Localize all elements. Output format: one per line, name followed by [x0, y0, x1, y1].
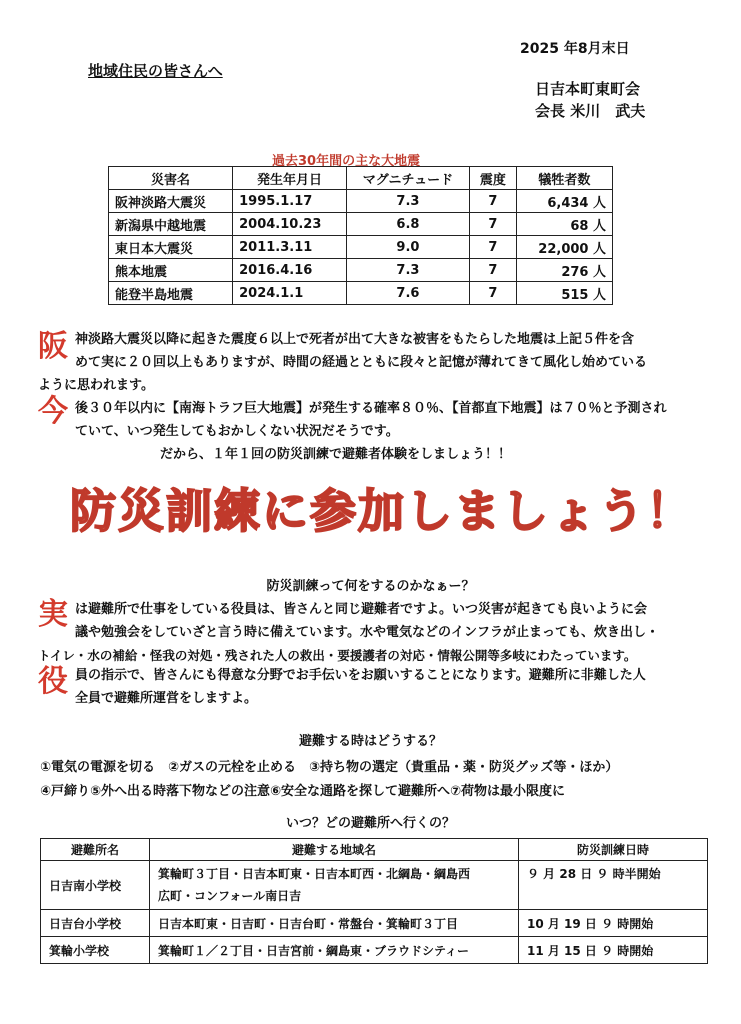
evac-question: 避難する時はどうする？ — [298, 734, 442, 749]
cell: 7.6 — [346, 282, 469, 305]
quake-table — [108, 166, 613, 305]
col-header: 防災訓練日時 — [519, 839, 708, 861]
what-question: 防災訓練って何をするのかなぁー？ — [266, 579, 475, 594]
evac-steps-line: ①電気の電源を切る ②ガスの元栓を止める ③持ち物の選定（貴重品・薬・防災グッズ等・ほか） — [40, 760, 619, 775]
cell: 1995.1.17 — [233, 190, 347, 213]
table-row — [41, 910, 708, 937]
drop-cap: 今 — [38, 394, 68, 429]
drop-cap: 阪 — [38, 329, 68, 364]
table-header-row — [109, 167, 613, 190]
what-line: 員の指示で、皆さんにも得意な分野でお手伝いをお願いすることになります。避難所に非難した人 — [75, 668, 646, 683]
intro-line: 後３０年以内に【南海トラフ巨大地震】が発生する確率８０％、【首都直下地震】は７０％と予測され — [75, 401, 667, 416]
what-line: は避難所で仕事をしている役員は、皆さんと同じ避難者ですよ。いつ災害が起きても良いように会 — [75, 602, 648, 617]
issue-date: 2025 年8月末日 — [520, 41, 630, 57]
shelter-table — [40, 838, 708, 964]
table-row — [41, 861, 708, 910]
cell: 7 — [470, 236, 517, 259]
chairperson: 会長 米川 武夫 — [535, 102, 646, 120]
drop-cap: 実 — [38, 597, 68, 632]
shelter-name: 日吉南小学校 — [41, 861, 150, 910]
cell: 2011.3.11 — [233, 236, 347, 259]
drill-date: 11 月 15 日 ９ 時開始 — [519, 937, 708, 964]
cell: 7 — [470, 213, 517, 236]
cell: 6.8 — [346, 213, 469, 236]
headline: 防災訓練に参加しましょう！ — [70, 484, 694, 538]
cell: 7.3 — [346, 259, 469, 282]
addressee: 地域住民の皆さんへ — [88, 62, 223, 80]
cell: 能登半島地震 — [109, 282, 233, 305]
cell: 22,000 人 — [516, 236, 612, 259]
shelter-area: 箕輪町１／２丁目・日吉宮前・綱島東・ブラウドシティー — [150, 937, 519, 964]
cell: 熊本地震 — [109, 259, 233, 282]
intro-line: めて実に２０回以上もありますが、時間の経過とともに段々と記憶が薄れてきて風化し始めている — [75, 355, 648, 370]
cell: 2024.1.1 — [233, 282, 347, 305]
col-header: 震度 — [470, 167, 517, 190]
table-row — [109, 236, 613, 259]
cell: 東日本大震災 — [109, 236, 233, 259]
organization-name: 日吉本町東町会 — [535, 80, 641, 98]
table-header-row — [41, 839, 708, 861]
evac-steps-line: ④戸締り⑤外へ出る時落下物などの注意⑥安全な通路を探して避難所へ⑦荷物は最小限度に — [40, 784, 566, 799]
what-line: 議や勉強会をしていざと言う時に備えています。水や電気などのインフラが止まっても、炊き出し・ — [75, 625, 659, 640]
shelter-area: 日吉本町東・日吉町・日吉台町・常盤台・箕輪町３丁目 — [150, 910, 519, 937]
cell: 6,434 人 — [516, 190, 612, 213]
cell: 7 — [470, 259, 517, 282]
col-header: マグニチュード — [346, 167, 469, 190]
table-row — [109, 259, 613, 282]
col-header: 発生年月日 — [233, 167, 347, 190]
cell: 276 人 — [516, 259, 612, 282]
intro-line: ていて、いつ発生してもおかしくない状況だそうです。 — [75, 424, 399, 439]
intro-line: 神淡路大震災以降に起きた震度６以上で死者が出て大きな被害をもたらした地震は上記５件を含 — [75, 332, 635, 347]
cell: 2016.4.16 — [233, 259, 347, 282]
cell: 阪神淡路大震災 — [109, 190, 233, 213]
drill-date: 10 月 19 日 ９ 時開始 — [519, 910, 708, 937]
cell: 7 — [470, 282, 517, 305]
cell: 9.0 — [346, 236, 469, 259]
shelter-name: 箕輪小学校 — [41, 937, 150, 964]
col-header: 災害名 — [109, 167, 233, 190]
what-line: 全員で避難所運営をしますよ。 — [75, 691, 258, 706]
organization-block — [535, 78, 645, 122]
shelter-area — [150, 861, 519, 910]
cell: 7.3 — [346, 190, 469, 213]
area-line: 箕輪町３丁目・日吉本町東・日吉本町西・北綱島・綱島西 — [158, 867, 471, 881]
table-row — [109, 213, 613, 236]
drill-date: ９ 月 28 日 ９ 時半開始 — [519, 861, 708, 910]
col-header: 犠牲者数 — [516, 167, 612, 190]
drop-cap: 役 — [38, 664, 68, 699]
col-header: 避難する地域名 — [150, 839, 519, 861]
table-row — [41, 937, 708, 964]
cell: 新潟県中越地震 — [109, 213, 233, 236]
shelter-table-title: いつ？どの避難所へ行くの？ — [285, 816, 455, 831]
col-header: 避難所名 — [41, 839, 150, 861]
quake-table-title: 過去30年間の主な大地震 — [272, 154, 421, 169]
intro-line: ように思われます。 — [38, 378, 154, 393]
cell: 7 — [470, 190, 517, 213]
cell: 68 人 — [516, 213, 612, 236]
what-line: トイレ・水の補給・怪我の対処・残された人の救出・要援護者の対応・情報公開等多岐にわたっています。 — [38, 648, 637, 663]
cell: 2004.10.23 — [233, 213, 347, 236]
table-row — [109, 282, 613, 305]
table-row — [109, 190, 613, 213]
intro-callout: だから、１年１回の防災訓練で避難者体験をしましょう！！ — [160, 447, 512, 462]
area-line: 広町・コンフォール南日吉 — [158, 889, 302, 903]
cell: 515 人 — [516, 282, 612, 305]
shelter-name: 日吉台小学校 — [41, 910, 150, 937]
